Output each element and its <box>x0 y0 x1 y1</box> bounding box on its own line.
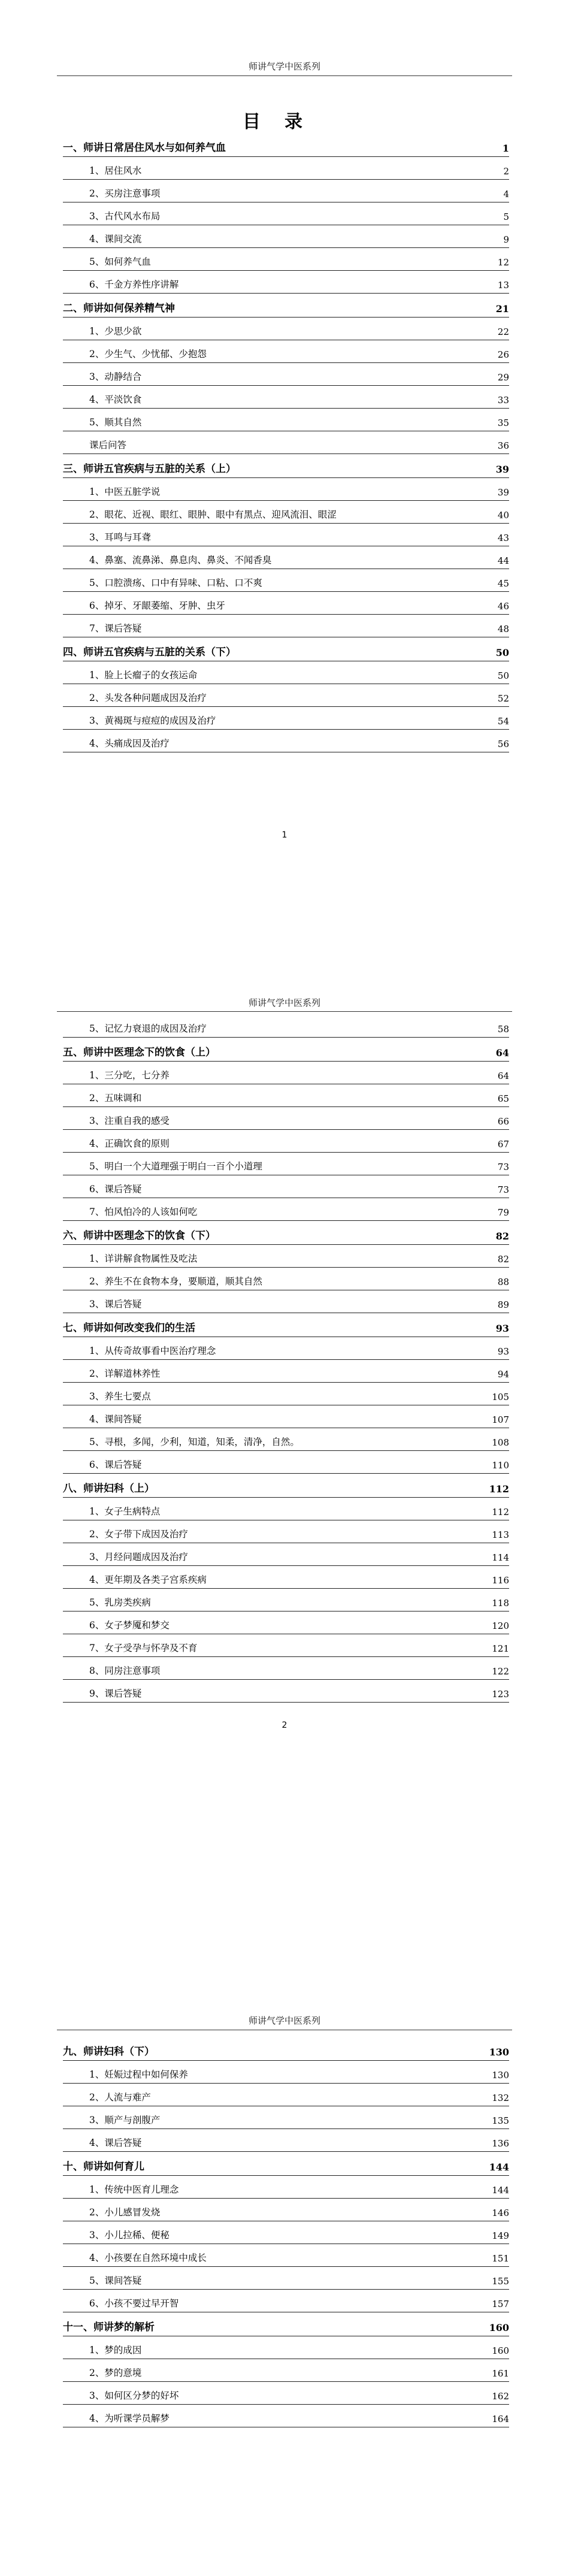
entry-title: 2、买房注意事项 <box>89 188 161 199</box>
running-header: 师讲气学中医系列 <box>248 997 320 1008</box>
entry-page-number: 155 <box>492 2276 509 2287</box>
entry-page-number: 39 <box>495 464 509 475</box>
entry-page-number: 67 <box>497 1139 509 1150</box>
toc-entry-row[interactable] <box>63 1428 509 1451</box>
toc-chapter-row[interactable] <box>63 1038 509 1062</box>
toc-chapter-row[interactable] <box>63 637 509 661</box>
toc-entry-row[interactable] <box>63 1589 509 1611</box>
toc-entry-row[interactable] <box>63 2336 509 2359</box>
entry-title: 6、课后答疑 <box>89 1459 142 1470</box>
toc-entry-row[interactable] <box>63 1198 509 1221</box>
entry-page-number: 108 <box>492 1437 509 1448</box>
entry-title: 5、乳房类疾病 <box>89 1597 151 1608</box>
entry-title: 6、女子梦魇和梦交 <box>89 1620 170 1631</box>
toc-entry-row[interactable] <box>63 501 509 524</box>
toc-list-page-2 <box>63 1015 509 1703</box>
entry-title: 6、千金方养性序讲解 <box>89 279 179 290</box>
entry-title: 6、小孩不要过早开智 <box>89 2298 179 2309</box>
entry-title: 3、注重自我的感受 <box>89 1115 170 1126</box>
entry-title: 3、如何区分梦的好坏 <box>89 2390 179 2401</box>
toc-entry-row[interactable] <box>63 1451 509 1474</box>
toc-chapter-row[interactable] <box>63 2152 509 2176</box>
entry-page-number: 79 <box>497 1207 509 1218</box>
toc-entry-row[interactable] <box>63 271 509 294</box>
entry-title: 5、顺其自然 <box>89 417 142 428</box>
entry-page-number: 94 <box>497 1369 509 1380</box>
entry-page-number: 65 <box>497 1093 509 1104</box>
entry-page-number: 56 <box>497 739 509 749</box>
toc-entry-row[interactable] <box>63 2061 509 2084</box>
entry-page-number: 110 <box>492 1460 509 1471</box>
toc-entry-row[interactable] <box>63 386 509 409</box>
entry-page-number: 118 <box>492 1598 509 1609</box>
toc-entry-row[interactable] <box>63 1153 509 1175</box>
entry-page-number: 46 <box>497 601 509 612</box>
entry-page-number: 35 <box>497 418 509 428</box>
toc-title: 目录 <box>243 111 326 132</box>
entry-page-number: 12 <box>497 257 509 268</box>
entry-page-number: 54 <box>497 716 509 727</box>
toc-entry-row[interactable] <box>63 546 509 569</box>
chapter-title: 十、师讲如何育儿 <box>63 2161 144 2173</box>
entry-page-number: 151 <box>492 2253 509 2264</box>
entry-page-number: 113 <box>492 1529 509 1540</box>
entry-page-number: 40 <box>497 510 509 521</box>
page-2 <box>0 976 569 1803</box>
entry-page-number: 164 <box>492 2414 509 2424</box>
chapter-title: 二、师讲如何保养精气神 <box>63 303 175 315</box>
entry-title: 4、小孩要在自然环境中成长 <box>89 2253 207 2263</box>
entry-page-number: 130 <box>489 2046 509 2058</box>
toc-entry-row[interactable] <box>63 661 509 684</box>
entry-page-number: 146 <box>492 2208 509 2218</box>
toc-entry-row[interactable] <box>63 2244 509 2267</box>
entry-title: 1、梦的成因 <box>89 2345 142 2356</box>
toc-entry-row[interactable] <box>63 180 509 202</box>
toc-entry-row[interactable] <box>63 1498 509 1520</box>
toc-entry-row[interactable] <box>63 1062 509 1084</box>
toc-entry-row[interactable] <box>63 592 509 615</box>
entry-page-number: 43 <box>497 533 509 543</box>
toc-entry-row[interactable] <box>63 318 509 340</box>
entry-title: 7、课后答疑 <box>89 623 142 634</box>
entry-page-number: 50 <box>497 670 509 681</box>
entry-page-number: 73 <box>497 1184 509 1195</box>
entry-title: 1、传统中医育儿理念 <box>89 2184 179 2195</box>
entry-page-number: 114 <box>492 1552 509 1563</box>
toc-entry-row[interactable] <box>63 1130 509 1153</box>
entry-title: 5、记忆力衰退的成因及治疗 <box>89 1023 207 1034</box>
toc-entry-row[interactable] <box>63 2084 509 2106</box>
entry-page-number: 73 <box>497 1162 509 1172</box>
entry-title: 5、如何养气血 <box>89 256 151 267</box>
chapter-title: 四、师讲五官疾病与五脏的关系（下） <box>63 646 236 658</box>
entry-title: 3、养生七要点 <box>89 1391 151 1402</box>
entry-page-number: 82 <box>497 1254 509 1265</box>
entry-title: 2、养生不在食物本身，要顺道，顺其自然 <box>89 1276 262 1287</box>
entry-page-number: 39 <box>497 487 509 498</box>
entry-title: 1、妊娠过程中如何保养 <box>89 2069 188 2080</box>
entry-title: 2、头发各种问题成因及治疗 <box>89 693 207 703</box>
entry-page-number: 160 <box>489 2322 509 2333</box>
entry-title: 3、黄褐斑与痘痘的成因及治疗 <box>89 715 216 726</box>
entry-page-number: 5 <box>503 211 509 222</box>
toc-entry-row[interactable] <box>63 1566 509 1589</box>
toc-chapter-row[interactable] <box>63 294 509 318</box>
entry-page-number: 149 <box>492 2230 509 2241</box>
entry-page-number: 135 <box>492 2115 509 2126</box>
entry-page-number: 2 <box>503 166 509 177</box>
toc-entry-row[interactable] <box>63 1337 509 1360</box>
toc-entry-row[interactable] <box>63 2359 509 2382</box>
entry-page-number: 123 <box>492 1689 509 1700</box>
toc-chapter-row[interactable] <box>63 1474 509 1498</box>
running-header: 师讲气学中医系列 <box>248 2015 320 2026</box>
entry-page-number: 132 <box>492 2093 509 2103</box>
entry-title: 3、小儿拉稀、便秘 <box>89 2230 170 2241</box>
entry-title: 3、动静结合 <box>89 371 142 382</box>
toc-chapter-row[interactable] <box>63 2312 509 2336</box>
entry-page-number: 121 <box>492 1643 509 1654</box>
toc-chapter-row[interactable] <box>63 2037 509 2061</box>
entry-page-number: 22 <box>497 326 509 337</box>
entry-page-number: 82 <box>495 1230 509 1242</box>
entry-title: 3、顺产与剖腹产 <box>89 2115 161 2125</box>
entry-page-number: 160 <box>492 2345 509 2356</box>
entry-title: 4、鼻塞、流鼻涕、鼻息肉、鼻炎、不闻香臭 <box>89 555 272 566</box>
toc-entry-row[interactable] <box>63 1405 509 1428</box>
entry-page-number: 45 <box>497 578 509 589</box>
entry-title: 5、课间答疑 <box>89 2275 142 2286</box>
entry-title: 1、三分吃，七分养 <box>89 1070 170 1081</box>
entry-title: 6、课后答疑 <box>89 1184 142 1195</box>
toc-entry-row[interactable] <box>63 2129 509 2152</box>
entry-title: 1、少思少欲 <box>89 326 142 337</box>
entry-page-number: 157 <box>492 2299 509 2309</box>
toc-chapter-row[interactable] <box>63 1221 509 1245</box>
entry-title: 6、掉牙、牙龈萎缩、牙肿、虫牙 <box>89 600 225 611</box>
entry-page-number: 58 <box>497 1024 509 1035</box>
entry-title: 4、更年期及各类子宫系疾病 <box>89 1574 207 1585</box>
entry-title: 9、课后答疑 <box>89 1688 142 1699</box>
toc-entry-row[interactable] <box>63 2382 509 2405</box>
entry-page-number: 36 <box>497 440 509 451</box>
entry-page-number: 1 <box>502 143 509 154</box>
toc-entry-row[interactable] <box>63 524 509 546</box>
entry-title: 5、寻根，多闻，少利，知道，知柔，清净，自然。 <box>89 1437 299 1447</box>
entry-page-number: 112 <box>492 1507 509 1517</box>
chapter-title: 三、师讲五官疾病与五脏的关系（上） <box>63 463 236 475</box>
toc-chapter-row[interactable] <box>63 1313 509 1337</box>
toc-entry-row[interactable] <box>63 1520 509 1543</box>
chapter-title: 一、师讲日常居住风水与如何养气血 <box>63 142 226 154</box>
toc-chapter-row[interactable] <box>63 133 509 157</box>
entry-page-number: 120 <box>492 1620 509 1631</box>
toc-entry-row[interactable] <box>63 1543 509 1566</box>
entry-page-number: 162 <box>492 2391 509 2402</box>
entry-title: 1、脸上长瘤子的女孩运命 <box>89 670 198 681</box>
toc-list-page-1 <box>63 133 509 752</box>
toc-entry-row[interactable] <box>63 1611 509 1634</box>
entry-title: 4、平淡饮食 <box>89 394 142 405</box>
entry-title: 4、为听课学员解梦 <box>89 2413 170 2424</box>
entry-page-number: 21 <box>495 303 509 315</box>
entry-title: 4、头痛成因及治疗 <box>89 738 170 749</box>
entry-page-number: 48 <box>497 624 509 634</box>
entry-page-number: 89 <box>497 1299 509 1310</box>
entry-title: 2、人流与难产 <box>89 2092 151 2103</box>
entry-title: 7、怕风怕冷的人该如何吃 <box>89 1207 198 1217</box>
entry-title: 1、女子生病特点 <box>89 1506 161 1517</box>
page-number: 1 <box>282 830 287 840</box>
entry-page-number: 105 <box>492 1392 509 1402</box>
entry-title: 4、课后答疑 <box>89 2137 142 2148</box>
entry-page-number: 93 <box>495 1323 509 1334</box>
entry-page-number: 136 <box>492 2138 509 2149</box>
toc-entry-row[interactable] <box>63 2267 509 2290</box>
toc-entry-row[interactable] <box>63 684 509 707</box>
toc-entry-row[interactable] <box>63 363 509 386</box>
entry-title: 4、正确饮食的原则 <box>89 1138 170 1149</box>
toc-chapter-row[interactable] <box>63 454 509 478</box>
entry-page-number: 29 <box>497 372 509 383</box>
chapter-title: 九、师讲妇科（下） <box>63 2046 155 2058</box>
toc-entry-row[interactable] <box>63 1245 509 1268</box>
toc-entry-row[interactable] <box>63 1360 509 1383</box>
toc-entry-row[interactable] <box>63 202 509 225</box>
chapter-title: 六、师讲中医理念下的饮食（下） <box>63 1230 216 1242</box>
toc-entry-row[interactable] <box>63 1015 509 1038</box>
toc-entry-row[interactable] <box>63 2290 509 2312</box>
entry-title: 3、古代风水布局 <box>89 211 161 222</box>
entry-page-number: 50 <box>495 647 509 658</box>
entry-title: 3、耳鸣与耳聋 <box>89 532 151 543</box>
entry-title: 2、眼花、近视、眼红、眼肿、眼中有黑点、迎风流泪、眼涩 <box>89 509 337 520</box>
toc-entry-row[interactable] <box>63 2221 509 2244</box>
entry-page-number: 88 <box>497 1277 509 1287</box>
toc-entry-row[interactable] <box>63 478 509 501</box>
toc-entry-row[interactable] <box>63 340 509 363</box>
header-rule <box>57 75 512 76</box>
entry-title: 1、中医五脏学说 <box>89 486 161 497</box>
entry-title: 5、口腔溃疡、口中有异味、口粘、口不爽 <box>89 578 262 588</box>
toc-entry-row[interactable] <box>63 615 509 637</box>
page-1 <box>0 0 569 840</box>
entry-page-number: 161 <box>492 2368 509 2379</box>
toc-list-page-3 <box>63 2037 509 2427</box>
entry-page-number: 44 <box>497 555 509 566</box>
entry-title: 3、月经问题成因及治疗 <box>89 1552 188 1562</box>
entry-title: 8、同房注意事项 <box>89 1665 161 1676</box>
toc-entry-row[interactable] <box>63 248 509 271</box>
entry-title: 4、课间交流 <box>89 234 142 244</box>
toc-entry-row[interactable] <box>63 1107 509 1130</box>
page-3 <box>0 1857 569 2576</box>
entry-page-number: 13 <box>497 280 509 291</box>
toc-entry-row[interactable] <box>63 1657 509 1680</box>
toc-entry-row[interactable] <box>63 1634 509 1657</box>
entry-page-number: 107 <box>492 1414 509 1425</box>
chapter-title: 五、师讲中医理念下的饮食（上） <box>63 1047 216 1059</box>
entry-title: 1、居住风水 <box>89 165 142 176</box>
toc-entry-row[interactable] <box>63 1268 509 1290</box>
chapter-title: 七、师讲如何改变我们的生活 <box>63 1322 195 1334</box>
toc-entry-row[interactable] <box>63 225 509 248</box>
toc-entry-row[interactable] <box>63 409 509 431</box>
entry-title: 2、少生气、少忧郁、少抱怨 <box>89 349 207 359</box>
chapter-title: 十一、师讲梦的解析 <box>63 2321 155 2333</box>
toc-entry-row[interactable] <box>63 2106 509 2129</box>
toc-entry-row[interactable] <box>63 1290 509 1313</box>
entry-page-number: 64 <box>497 1071 509 1081</box>
entry-title: 1、详讲解食物属性及吃法 <box>89 1253 198 1264</box>
entry-page-number: 52 <box>497 693 509 704</box>
entry-page-number: 4 <box>503 189 509 199</box>
toc-entry-row[interactable] <box>63 1084 509 1107</box>
toc-entry-row[interactable] <box>63 431 509 454</box>
entry-title: 课后问答 <box>89 440 127 451</box>
toc-entry-row[interactable] <box>63 730 509 752</box>
toc-entry-row[interactable] <box>63 2176 509 2199</box>
entry-page-number: 130 <box>492 2070 509 2081</box>
entry-title: 2、详解道林养性 <box>89 1368 161 1379</box>
entry-page-number: 66 <box>497 1116 509 1127</box>
entry-title: 2、女子带下成因及治疗 <box>89 1529 188 1540</box>
entry-title: 4、课间答疑 <box>89 1414 142 1425</box>
entry-title: 1、从传奇故事看中医治疗理念 <box>89 1346 216 1356</box>
entry-page-number: 64 <box>495 1047 509 1059</box>
toc-entry-row[interactable] <box>63 707 509 730</box>
chapter-title: 八、师讲妇科（上） <box>63 1483 155 1495</box>
entry-page-number: 26 <box>497 349 509 360</box>
toc-entry-row[interactable] <box>63 2199 509 2221</box>
entry-page-number: 116 <box>492 1575 509 1586</box>
entry-page-number: 33 <box>497 395 509 406</box>
header-rule <box>57 1011 512 1012</box>
entry-page-number: 93 <box>497 1346 509 1357</box>
entry-title: 2、五味调和 <box>89 1093 142 1103</box>
entry-title: 7、女子受孕与怀孕及不育 <box>89 1643 198 1653</box>
page-number: 2 <box>282 1721 287 1730</box>
toc-entry-row[interactable] <box>63 2405 509 2427</box>
toc-entry-row[interactable] <box>63 157 509 180</box>
toc-entry-row[interactable] <box>63 569 509 592</box>
entry-page-number: 112 <box>489 1483 509 1495</box>
entry-page-number: 144 <box>489 2161 509 2173</box>
entry-page-number: 122 <box>492 1666 509 1677</box>
entry-title: 2、梦的意境 <box>89 2368 142 2378</box>
toc-entry-row[interactable] <box>63 1383 509 1405</box>
toc-entry-row[interactable] <box>63 1680 509 1703</box>
running-header: 师讲气学中医系列 <box>248 61 320 72</box>
entry-page-number: 9 <box>503 234 509 245</box>
entry-page-number: 144 <box>492 2185 509 2196</box>
entry-title: 5、明白一个大道理强于明白一百个小道理 <box>89 1161 262 1172</box>
entry-title: 2、小儿感冒发烧 <box>89 2207 161 2218</box>
entry-title: 3、课后答疑 <box>89 1299 142 1310</box>
toc-entry-row[interactable] <box>63 1175 509 1198</box>
